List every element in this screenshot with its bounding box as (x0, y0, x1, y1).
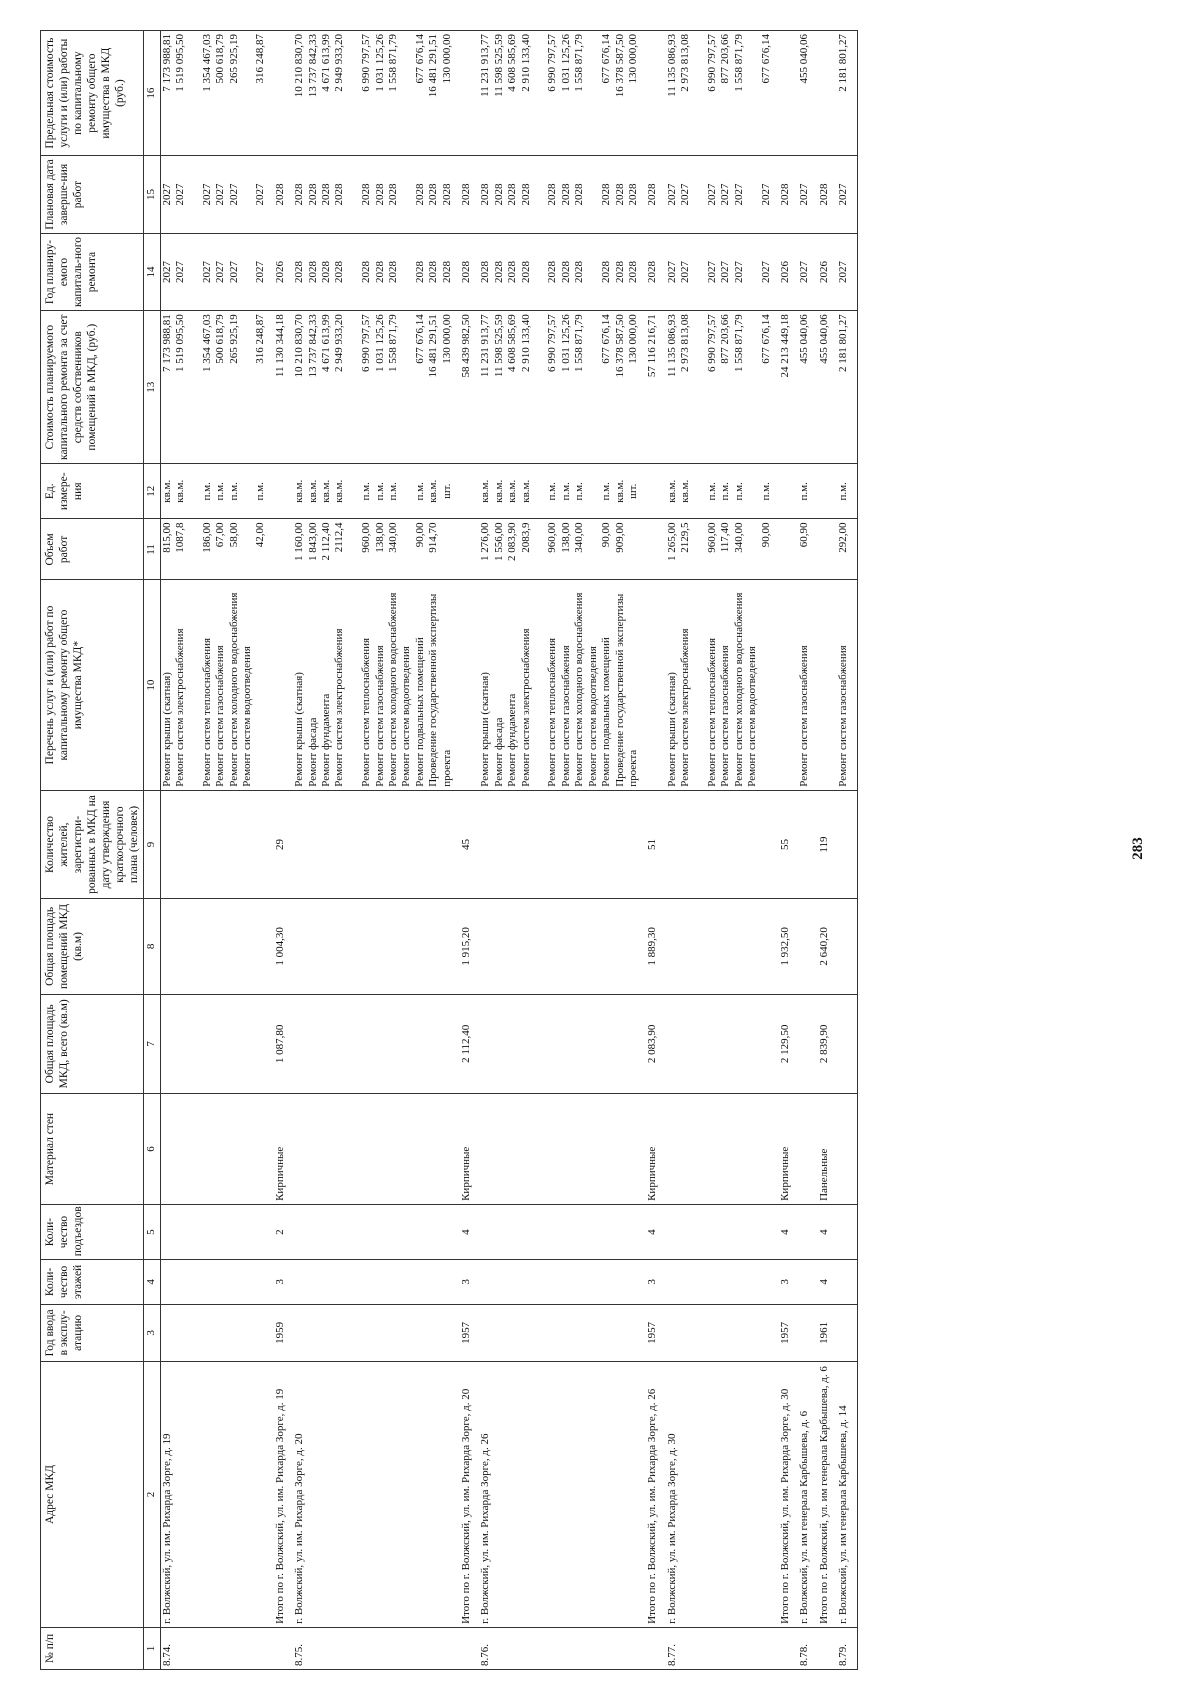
table-cell-col-16: 2 181 801,27 (837, 31, 850, 156)
table-cell-col-13: 24 213 449,18 (779, 311, 792, 464)
table-cell-col-11: 1 265,00 2129,5 960,00 117,40 340,00 90,00 (666, 519, 773, 580)
table-cell-col-10 (646, 580, 659, 790)
table-cell-col-1: 8.77. (666, 1627, 773, 1669)
table-cell-col-3: 1957 (779, 1304, 792, 1362)
table-cell-col-14: 2028 (646, 233, 659, 311)
table-cell-col-16 (646, 31, 659, 156)
table-cell-col-2: г. Волжский, ул. им генерала Карбышева, д. 6 (798, 1362, 811, 1628)
table-cell-col-6 (160, 1094, 268, 1205)
table-cell-col-10: Ремонт крыши (скатная) Ремонт систем электроснабжения Ремонт систем теплоснабжения Ремонт систем газоснабжения Ремонт систем холодного водоснабжения Ремонт систем водоотведения (666, 580, 773, 790)
table-cell-col-12: кв.м. кв.м. кв.м. кв.м. п.м. п.м. п.м. п.м. кв.м. шт. (293, 464, 454, 519)
column-number: 16 (144, 31, 160, 156)
table-cell-col-4: 4 (818, 1260, 831, 1304)
table-cell-col-3: 1957 (460, 1304, 473, 1362)
table-cell-col-7: 2 129,50 (779, 994, 792, 1094)
column-number: 14 (144, 233, 160, 311)
table-cell-col-12: п.м. (837, 464, 850, 519)
table-cell-col-1: 8.76. (479, 1627, 640, 1669)
table-cell-col-3 (479, 1304, 640, 1362)
spacer-cell (851, 233, 858, 311)
table-cell-col-15: 2028 (274, 156, 287, 234)
table-cell-col-12 (779, 464, 792, 519)
table-cell-col-15: 2028 2028 2028 2028 2028 2028 2028 2028 2028 2028 (293, 156, 454, 234)
table-cell-col-6: Кирпичные (460, 1094, 473, 1205)
table-cell-col-13: 11 231 913,77 11 598 525,59 4 608 585,69 2 910 133,40 6 990 797,57 1 031 125,26 1 558 871,79 677 676,14 16 378 587,50 130 000,00 (479, 311, 640, 464)
table-cell-col-14: 2027 (798, 233, 811, 311)
table-cell-col-2: г. Волжский, ул. им. Рихарда Зорге, д. 19 (160, 1362, 268, 1628)
column-number: 12 (144, 464, 160, 519)
header-cell: Ед. измере-ния (41, 464, 144, 519)
table-cell-col-6 (479, 1094, 640, 1205)
table-cell-col-13: 11 135 086,93 2 973 813,08 6 990 797,57 877 203,66 1 558 871,79 677 676,14 (666, 311, 773, 464)
table-cell-col-1 (460, 1627, 473, 1669)
table-cell-col-11: 60,90 (798, 519, 811, 580)
table-cell-col-12: кв.м. кв.м. п.м. п.м. п.м. п.м. (666, 464, 773, 519)
table-cell-col-13: 7 173 988,81 1 519 095,50 1 354 467,03 500 618,79 265 925,19 316 248,87 (160, 311, 268, 464)
table-cell-col-8: 1 004,30 (274, 899, 287, 994)
table-cell-col-8 (837, 899, 850, 994)
spacer-row (851, 31, 858, 1670)
table-cell-col-2: г. Волжский, ул. им генерала Карбышева, д. 14 (837, 1362, 850, 1628)
table-cell-col-6: Кирпичные (779, 1094, 792, 1205)
table-cell-col-6 (293, 1094, 454, 1205)
table-cell-col-7 (479, 994, 640, 1094)
table-cell-col-3: 1957 (646, 1304, 659, 1362)
table-cell-col-14: 2027 2027 2027 2027 2027 2027 (160, 233, 268, 311)
spacer-cell (851, 899, 858, 994)
header-cell: Перечень услуг и (или) работ по капитальному ремонту общего имущества МКД* (41, 580, 144, 790)
header-cell: Коли-чество подъездов (41, 1204, 144, 1259)
table-cell-col-8: 1 932,50 (779, 899, 792, 994)
table-cell-col-8: 2 640,20 (818, 899, 831, 994)
table-cell-col-7: 2 083,90 (646, 994, 659, 1094)
table-cell-col-4 (293, 1260, 454, 1304)
table-cell-col-3: 1961 (818, 1304, 831, 1362)
column-number-row (144, 31, 160, 1670)
table-cell-col-3 (666, 1304, 773, 1362)
table-cell-col-1 (646, 1627, 659, 1669)
table-cell-col-13: 57 116 216,71 (646, 311, 659, 464)
table-cell-col-6: Кирпичные (274, 1094, 287, 1205)
table-cell-col-6 (666, 1094, 773, 1205)
table-cell-col-7 (837, 994, 850, 1094)
table-cell-col-2: г. Волжский, ул. им. Рихарда Зорге, д. 26 (479, 1362, 640, 1628)
table-cell-col-7 (798, 994, 811, 1094)
table-cell-col-13: 455 040,06 (818, 311, 831, 464)
table-cell-col-16 (779, 31, 792, 156)
table-cell-col-11 (460, 519, 473, 580)
header-row (41, 31, 144, 1670)
table-cell-col-9 (666, 790, 773, 899)
header-cell: Плановая дата заверше-ния работ (41, 156, 144, 234)
header-cell: Общая площадь МКД, всего (кв.м) (41, 994, 144, 1094)
table-cell-col-8 (798, 899, 811, 994)
table-cell-col-16 (460, 31, 473, 156)
table-cell-col-10: Ремонт крыши (скатная) Ремонт фасада Ремонт фундамента Ремонт систем электроснабжения Ремонт систем теплоснабжения Ремонт систем газоснабжения Ремонт систем холодного водоснабжения Ремонт систем водоотведения Ремонт подвальных помещений Проведение государственной экспертизы проекта (293, 580, 454, 790)
table-cell-col-2: г. Волжский, ул. им. Рихарда Зорге, д. 30 (666, 1362, 773, 1628)
spacer-cell (851, 311, 858, 464)
column-number: 8 (144, 899, 160, 994)
table-cell-col-13: 2 181 801,27 (837, 311, 850, 464)
table-cell-col-4: 3 (274, 1260, 287, 1304)
header-cell: Стоимость планируемого капитального ремонта за счет средств собственников помещений в МКД, (руб.) (41, 311, 144, 464)
table-cell-col-3 (837, 1304, 850, 1362)
table-cell-col-3 (293, 1304, 454, 1362)
table-cell-col-16: 10 210 830,70 13 737 842,33 4 671 613,99 2 949 933,20 6 990 797,57 1 031 125,26 1 558 871,79 677 676,14 16 481 291,51 130 000,00 (293, 31, 454, 156)
table-cell-col-6 (837, 1094, 850, 1205)
table-cell-col-11 (818, 519, 831, 580)
table-cell-col-14: 2028 2028 2028 2028 2028 2028 2028 2028 2028 2028 (293, 233, 454, 311)
table-cell-col-14: 2026 (818, 233, 831, 311)
column-number: 6 (144, 1094, 160, 1205)
spacer-cell (851, 1627, 858, 1669)
table-cell-col-11: 815,00 1087,8 186,00 67,00 58,00 42,00 (160, 519, 268, 580)
table-cell-col-4 (798, 1260, 811, 1304)
total-row (460, 31, 473, 1670)
table-cell-col-11 (274, 519, 287, 580)
table-cell-col-10: Ремонт крыши (скатная) Ремонт систем электроснабжения Ремонт систем теплоснабжения Ремонт систем газоснабжения Ремонт систем холодного водоснабжения Ремонт систем водоотведения (160, 580, 268, 790)
table-cell-col-9: 55 (779, 790, 792, 899)
table-cell-col-3 (160, 1304, 268, 1362)
table-cell-col-16 (274, 31, 287, 156)
table-cell-col-5: 4 (460, 1204, 473, 1259)
column-number: 7 (144, 994, 160, 1094)
table-cell-col-8 (160, 899, 268, 994)
spacer-cell (851, 580, 858, 790)
spacer-cell (851, 156, 858, 234)
table-cell-col-11 (646, 519, 659, 580)
table-cell-col-4 (837, 1260, 850, 1304)
table-cell-col-12 (818, 464, 831, 519)
spacer-cell (851, 1204, 858, 1259)
table-cell-col-12 (646, 464, 659, 519)
table-cell-col-12: кв.м. кв.м. п.м. п.м. п.м. п.м. (160, 464, 268, 519)
table-cell-col-10: Ремонт систем газоснабжения (837, 580, 850, 790)
header-cell: Объем работ (41, 519, 144, 580)
column-number: 5 (144, 1204, 160, 1259)
table-cell-col-15: 2027 (837, 156, 850, 234)
table-cell-col-8: 1 889,30 (646, 899, 659, 994)
table-cell-col-11: 292,00 (837, 519, 850, 580)
header-cell: Адрес МКД (41, 1362, 144, 1628)
table-cell-col-1 (818, 1627, 831, 1669)
table-cell-col-2: Итого по г. Волжский, ул. им. Рихарда Зорге, д. 26 (646, 1362, 659, 1628)
table-cell-col-4: 3 (779, 1260, 792, 1304)
header-cell: Год ввода в эксплу-атацию (41, 1304, 144, 1362)
table-cell-col-8: 1 915,20 (460, 899, 473, 994)
table-cell-col-13: 11 130 344,18 (274, 311, 287, 464)
table-cell-col-4 (160, 1260, 268, 1304)
column-number: 2 (144, 1362, 160, 1628)
table-cell-col-8 (479, 899, 640, 994)
table-cell-col-10 (460, 580, 473, 790)
table-cell-col-16: 11 135 086,93 2 973 813,08 6 990 797,57 877 203,66 1 558 871,79 677 676,14 (666, 31, 773, 156)
table-cell-col-9: 29 (274, 790, 287, 899)
table-cell-col-12: кв.м. кв.м. кв.м. кв.м. п.м. п.м. п.м. п.м. кв.м. шт. (479, 464, 640, 519)
column-number: 9 (144, 790, 160, 899)
table-cell-col-15: 2027 2027 2027 2027 2027 2027 (160, 156, 268, 234)
table-cell-col-16: 455 040,06 (798, 31, 811, 156)
table-cell-col-5 (479, 1204, 640, 1259)
spacer-cell (851, 31, 858, 156)
table-cell-col-5 (160, 1204, 268, 1259)
table-cell-col-9 (798, 790, 811, 899)
table-row (837, 31, 850, 1670)
table-cell-col-4 (479, 1260, 640, 1304)
header-cell: Общая площадь помещений МКД (кв.м) (41, 899, 144, 994)
header-cell: № п/п (41, 1627, 144, 1669)
table-cell-col-14: 2027 (837, 233, 850, 311)
table-cell-col-5: 2 (274, 1204, 287, 1259)
table-cell-col-9 (160, 790, 268, 899)
table-cell-col-13: 10 210 830,70 13 737 842,33 4 671 613,99 2 949 933,20 6 990 797,57 1 031 125,26 1 558 871,79 677 676,14 16 481 291,51 130 000,00 (293, 311, 454, 464)
table-cell-col-2: г. Волжский, ул. им. Рихарда Зорге, д. 20 (293, 1362, 454, 1628)
table-cell-col-7 (666, 994, 773, 1094)
header-cell: Коли-чество этажей (41, 1260, 144, 1304)
table-row (666, 31, 773, 1670)
spacer-cell (851, 1260, 858, 1304)
page-number: 283 (1130, 837, 1146, 860)
table-cell-col-10: Ремонт систем газоснабжения (798, 580, 811, 790)
table-cell-col-1: 8.75. (293, 1627, 454, 1669)
total-row (818, 31, 831, 1670)
table-cell-col-4: 3 (460, 1260, 473, 1304)
spacer-cell (851, 1362, 858, 1628)
spacer-cell (851, 464, 858, 519)
table-cell-col-15: 2028 2028 2028 2028 2028 2028 2028 2028 2028 2028 (479, 156, 640, 234)
column-number: 1 (144, 1627, 160, 1669)
table-cell-col-15: 2028 (460, 156, 473, 234)
table-cell-col-12: п.м. (798, 464, 811, 519)
table-cell-col-1: 8.74. (160, 1627, 268, 1669)
table-cell-col-7 (293, 994, 454, 1094)
table-cell-col-16 (818, 31, 831, 156)
table-cell-col-14: 2027 2027 2027 2027 2027 2027 (666, 233, 773, 311)
table-cell-col-5 (837, 1204, 850, 1259)
table-cell-col-8 (666, 899, 773, 994)
table-cell-col-5 (293, 1204, 454, 1259)
table-cell-col-14: 2026 (779, 233, 792, 311)
table-cell-col-15: 2028 (818, 156, 831, 234)
table-cell-col-11: 1 160,00 1 843,00 2 112,40 2112,4 960,00 138,00 340,00 90,00 914,70 (293, 519, 454, 580)
table-cell-col-7: 1 087,80 (274, 994, 287, 1094)
table-cell-col-15: 2028 (779, 156, 792, 234)
table-cell-col-1: 8.78. (798, 1627, 811, 1669)
header-cell: Материал стен (41, 1094, 144, 1205)
column-number: 11 (144, 519, 160, 580)
table-cell-col-6 (798, 1094, 811, 1205)
column-number: 4 (144, 1260, 160, 1304)
table-cell-col-1 (274, 1627, 287, 1669)
table-cell-col-2: Итого по г. Волжский, ул. им генерала Карбышева, д. 6 (818, 1362, 831, 1628)
table-row (479, 31, 640, 1670)
table-cell-col-5: 4 (646, 1204, 659, 1259)
spacer-cell (851, 790, 858, 899)
table-cell-col-11: 1 276,00 1 556,00 2 083,90 2083,9 960,00 138,00 340,00 90,00 909,00 (479, 519, 640, 580)
table-cell-col-7: 2 112,40 (460, 994, 473, 1094)
table-cell-col-12 (274, 464, 287, 519)
table-body (160, 31, 857, 1670)
column-number: 3 (144, 1304, 160, 1362)
table-cell-col-9 (837, 790, 850, 899)
table-cell-col-6: Панельные (818, 1094, 831, 1205)
table-cell-col-10 (274, 580, 287, 790)
table-cell-col-3: 1959 (274, 1304, 287, 1362)
table-cell-col-16: 11 231 913,77 11 598 525,59 4 608 585,69 2 910 133,40 6 990 797,57 1 031 125,26 1 558 871,79 677 676,14 16 378 587,50 130 000,00 (479, 31, 640, 156)
header-cell: Предельная стоимость услуги и (или) работы по капитальному ремонту общего имущества в МКД (руб.) (41, 31, 144, 156)
table-cell-col-7: 2 839,90 (818, 994, 831, 1094)
table-row (798, 31, 811, 1670)
table-row (160, 31, 268, 1670)
table-cell-col-10 (779, 580, 792, 790)
table-cell-col-11 (779, 519, 792, 580)
table-cell-col-3 (798, 1304, 811, 1362)
spacer-cell (851, 994, 858, 1094)
header-cell: Год планиру-емого капиталь-ного ремонта (41, 233, 144, 311)
total-row (779, 31, 792, 1670)
table-cell-col-2: Итого по г. Волжский, ул. им. Рихарда Зорге, д. 19 (274, 1362, 287, 1628)
table-cell-col-9: 45 (460, 790, 473, 899)
table-cell-col-15: 2028 (646, 156, 659, 234)
column-number: 10 (144, 580, 160, 790)
table-cell-col-9: 51 (646, 790, 659, 899)
table-cell-col-6: Кирпичные (646, 1094, 659, 1205)
table-cell-col-14: 2028 2028 2028 2028 2028 2028 2028 2028 2028 2028 (479, 233, 640, 311)
total-row (646, 31, 659, 1670)
table-cell-col-7 (160, 994, 268, 1094)
table-cell-col-2: Итого по г. Волжский, ул. им. Рихарда Зорге, д. 30 (779, 1362, 792, 1628)
table-cell-col-5 (666, 1204, 773, 1259)
table-cell-col-15: 2027 2027 2027 2027 2027 2027 (666, 156, 773, 234)
header-cell: Количество жителей, зарегистри-рованных в МКД на дату утверждения краткосрочного плана (человек) (41, 790, 144, 899)
table-cell-col-15: 2027 (798, 156, 811, 234)
column-number: 15 (144, 156, 160, 234)
table-cell-col-14: 2028 (460, 233, 473, 311)
spacer-cell (851, 1304, 858, 1362)
table-row (293, 31, 454, 1670)
table-cell-col-1: 8.79. (837, 1627, 850, 1669)
table-cell-col-10 (818, 580, 831, 790)
column-number: 13 (144, 311, 160, 464)
table-cell-col-8 (293, 899, 454, 994)
table-cell-col-9: 119 (818, 790, 831, 899)
table-cell-col-9 (293, 790, 454, 899)
table-cell-col-9 (479, 790, 640, 899)
table-cell-col-14: 2026 (274, 233, 287, 311)
table-cell-col-4: 3 (646, 1260, 659, 1304)
spacer-cell (851, 1094, 858, 1205)
spacer-cell (851, 519, 858, 580)
table-cell-col-5 (798, 1204, 811, 1259)
table-cell-col-5: 4 (818, 1204, 831, 1259)
table-cell-col-2: Итого по г. Волжский, ул. им. Рихарда Зорге, д. 20 (460, 1362, 473, 1628)
table-cell-col-13: 455 040,06 (798, 311, 811, 464)
table-cell-col-16: 7 173 988,81 1 519 095,50 1 354 467,03 500 618,79 265 925,19 316 248,87 (160, 31, 268, 156)
table-cell-col-12 (460, 464, 473, 519)
capital-repair-table (40, 30, 858, 1670)
table-cell-col-4 (666, 1260, 773, 1304)
table-cell-col-5: 4 (779, 1204, 792, 1259)
table-cell-col-13: 58 439 982,50 (460, 311, 473, 464)
total-row (274, 31, 287, 1670)
table-cell-col-1 (779, 1627, 792, 1669)
table-cell-col-10: Ремонт крыши (скатная) Ремонт фасада Ремонт фундамента Ремонт систем электроснабжения Ремонт систем теплоснабжения Ремонт систем газоснабжения Ремонт систем холодного водоснабжения Ремонт систем водоотведения Ремонт подвальных помещений Проведение государственной экспертизы проекта (479, 580, 640, 790)
